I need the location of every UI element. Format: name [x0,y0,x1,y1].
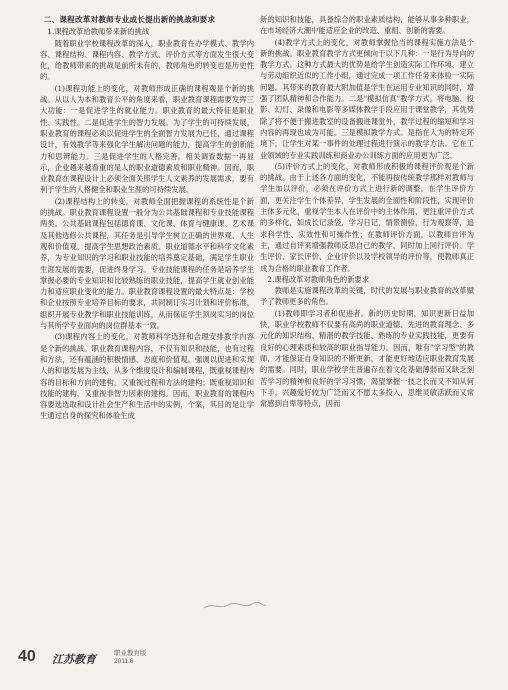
paragraph: 教师是实施课程改革的关键，时代的发展与职业教育的改革赋予了教师更多的角色。 [260,286,474,307]
paragraph: 随着职业学校课程改革的深入，职业教育在办学模式、教学内容、课程结构、课程内容、教学方式、评价方式等方面发生很大变化，给教师带来的挑战是前所未有的，教师角色的转变也是历史性的。 [40,38,254,82]
left-column [40,14,254,634]
page-footer [18,648,218,670]
handwritten-mark-icon [200,600,270,612]
page-number: 40 [18,648,36,665]
paragraph: (4)教学方式上的变化，对教师掌握恰当的课程实施方法是个新的挑战。职业教育教学方式更倾向于以下几种：一是行为导向的教学方式。这种方式最大的优势是给学生创造实际工作环境，建立与劳动组织近似的工作小组，通过完成一项工作任务来体验一实际问题。其带来的教育最大附加值是学生在运用专业知识的同时，增强了团队精神和合作能力。二是"模拟仿真"教学方式。将电脑、投影、幻灯、录像和电影等多媒体教学手段应用于课堂教学，其优势除了将不便于搬进教室的设备搬进课堂外，教学过程的缩短和学习内容的再现也成为可能。三是模拟教学方式。是指在人为的特定环境下，让学生对某一事件的处理过程进行演示的教学方法。它在工业领域的专业实践训练和商业办公训练方面的应用更为广泛。 [260,37,474,160]
subsection-heading: 2.课程改革对教师角色的新要求 [267,274,370,284]
subsection-heading: 1.课程改革给教师带来新的挑战 [47,27,150,37]
paragraph: (3)课程内容上的变化，对教师科学选择和合理安排教学内容是个新的挑战。职业教育课程内容，不仅有知识和技能，也有过程和方法，还有蕴涵的积极情感、态度和价值观。强调以促进和实现人的和谐发展为主线，从多个维度设计和编制课程，既重视课程内容的目标和方向的建构，又重视过程和方法的建构；既重视知识和技能的建构，又重视非智力因素的建构。因而，职业教育的课程内容要选选取和设计社会生产和生活中的实例，个案，其目的是让学生通过自身的探究和体验生成 [40,332,254,421]
issue-edition: 职业教育版 [114,650,147,657]
section-heading: 二、课程改革对教师专业成长提出新的挑战和要求 [43,15,216,24]
magazine-name: 江苏教育 [52,653,96,666]
paragraph: 新的知识和技能，具备综合的职业素质结构，能够从事多种职业，在市场经济大潮中能适应企业的改造、重组、创新的需要。 [260,15,474,36]
issue-date: 2011.6 [114,658,134,665]
paragraph: (1)教师即学习者和促进者。新的历史时期，知识更新日益加快，职业学校教师不仅要有高尚的职业道德、先进的教育理念、多元化的知识结构、精湛的教学技能、熟练的专业实践技能，更要有良好的心理素质和较高的职业指导能力。因而，唯有"学习型"的教师，才能保证自身知识的不断更新，才能更好地适应职业教育发展的需要。同时，职业学校学生普遍存在着文化基础薄弱而又缺乏刻苦学习的精神和良好的学习习惯，渴望掌握一技之长而又不知从何下手，兴趣爱好较为广泛而又不愿太多投入，思维灵敏活跃而又常常感到自卑等特点，因而 [260,308,474,409]
right-column [260,14,474,644]
issue-info [114,650,147,666]
paragraph: (5)评价方式上的变化，对教师形成积极的课程评价观是个新的挑战。由于上述各方面的变化，不能再按传统教学那样对教师与学生加以评价，必须在评价方式上进行新的调整。在学生评价方面，更关注学生个体差异，学生发展的全面性和阶段性，实现评价主体多元化，重视学生本人在评价中的主体作用，更注重评价方式的多样化，如成长记录袋，学习日记，情景测验，行为观察等，追求科学性、实效性和可操作性；在教师评价方面，以教师自评为主，通过自评来增强教师反思自己的教学，同时加上同行评价、学生评价、家长评价、企业评价以及学校领导的评价等，使教师真正成为合格的职业教育工作者。 [260,161,474,273]
paragraph: (2)课程结构上的转变，对教师全面把握课程的系统性是个新的挑战。职业教育课程设置一般分为公共基础课程和专业技能课程两类。公共基础课程包括德育课、文化课、体育与健康课、艺术课及其他选修公共课程，其任务是引导学生树立正确的世界观、人生观和价值观，提高学生思想政治素质、职业道德水平和科学文化素养，为专业知识的学习和职业技能的培养奠定基础，满足学生职业生涯发展的需要，促进终身学习。专业技能课程的任务是培养学生掌握必要的专业知识和比较熟练的职业技能，提高学生就业创业能力和适应职业变化的能力。职业教育课程设置的最大特点是：学校和企业按照专业培养目标的要求，共同制订实习计划和评价标准，组织开展专业教学和职业技能训练，从而保证学生顶岗实习的岗位与其所学专业面向的岗位群基本一致。 [40,196,254,331]
paragraph: (1)课程功能上的变化，对教师形成正确的课程观是个新的挑战。从以人为本和教育公平的角度来看，职业教育课程需要发挥三大功能：一是促进学生的就业能力。职业教育的最大特征是职业性、实践性。二是促进学生的智力发展。为了学生的可持续发展，职业教育的课程必须以促进学生的全面智力发展为已任，通过课程设计，有效教学等来强化学生解决问题的能力，提高学生的创新能力和思辨能力。三是促进学生的人格完善。相关调查数据一再显示，企业越来越看重的是人的职业道德素质和职业精神。因而，职业教育在课程设计上必须全面关照学生人文素养的发展需求，要有利于学生的人格健全和职业生涯的可持续发展。 [40,83,254,195]
